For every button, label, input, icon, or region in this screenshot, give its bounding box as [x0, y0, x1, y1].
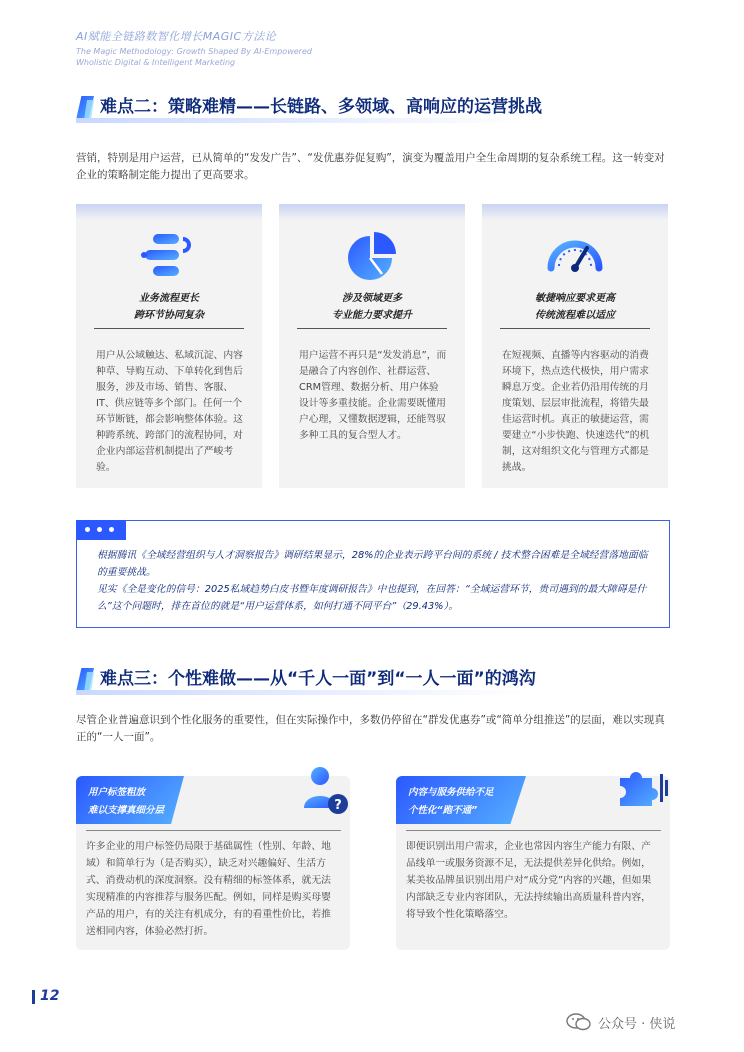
- challenge-card-domains: [279, 204, 465, 488]
- card-title-line2: 专业能力要求提升: [332, 310, 412, 321]
- pie-chart-icon: [342, 228, 402, 284]
- header-title: AI赋能全链路数智化增长MAGIC方法论: [76, 30, 277, 43]
- card-body: 许多企业的用户标签仍局限于基础属性（性别、年龄、地域）和简单行为（是否购买），缺乏对兴趣偏好、生活方式、消费动机的深度洞察。没有精细的标签体系，就无法实现精准的内容推荐与服务匹配。例如，同样是购买母婴产品的用户，有的关注有机成分，有的看重性价比，若推送相同内容，体验必然打折。: [86, 841, 331, 937]
- puzzle-icon: [614, 764, 670, 810]
- user-question-icon: [300, 764, 352, 816]
- section-3-title: 难点三：个性难做——从“千人一面”到“一人一面”的鸿沟: [100, 669, 536, 689]
- divider: [297, 328, 447, 329]
- research-quote-box: [76, 520, 670, 628]
- card-title-line1: 业务流程更长: [139, 293, 199, 304]
- card-label-line1: 用户标签粗放: [88, 787, 146, 798]
- divider: [86, 830, 341, 831]
- svg-text:?: ?: [334, 798, 342, 813]
- card-title-line2: 跨环节协同复杂: [134, 310, 204, 321]
- server-stack-icon: [139, 228, 199, 284]
- speedometer-icon: [545, 228, 605, 284]
- section-2-title: 难点二：策略难精——长链路、多领域、高响应的运营挑战: [100, 97, 542, 117]
- card-body: 在短视频、直播等内容驱动的消费环境下，热点迭代极快，用户需求瞬息万变。企业若仍沿用传统的月度策划、层层审批流程，将错失最佳运营时机。真正的敏捷运营，需要建立“小步快跑、快速迭代”的机制，这对组织文化与管理方式都是挑战。: [502, 350, 650, 473]
- card-body: 用户运营不再只是“发发消息”，而是融合了内容创作、社群运营、CRM管理、数据分析、用户体验设计等多重技能。企业需要既懂用户心理，又懂数据逻辑，还能驾驭多种工具的复合型人才。: [299, 350, 447, 441]
- wechat-icon: [566, 1012, 592, 1032]
- card-body: 用户从公域触达、私域沉淀、内容种草、导购互动、下单转化到售后服务，涉及市场、销售、客服、IT、供应链等多个部门。任何一个环节断链，都会影响整体体验。这种跨系统、跨部门的流程协同，对企业内部运营机制提出了严峻考验。: [96, 350, 243, 473]
- card-label-line1: 内容与服务供给不足: [408, 787, 494, 798]
- card-label-line2: 难以支撑真细分层: [88, 805, 165, 816]
- quote-line-1: 根据腾讯《全域经营组织与人才洞察报告》调研结果显示，28%的企业表示跨平台间的系统 / 技术整合困难是全域经营落地面临的重要挑战。: [97, 550, 648, 578]
- divider: [500, 328, 650, 329]
- divider: [94, 328, 244, 329]
- quote-tab: [76, 520, 126, 540]
- section-3-heading: [76, 664, 676, 694]
- challenge-card-process: [76, 204, 262, 488]
- section-2-intro: 营销，特别是用户运营，已从简单的“发发广告”、“发优惠券促复购”，演变为覆盖用户全生命周期的复杂系统工程。这一转变对企业的策略制定能力提出了更高要求。: [76, 152, 665, 181]
- watermark-text: 公众号 · 侠说: [598, 1016, 676, 1032]
- card-title-line1: 敏捷响应要求更高: [535, 293, 615, 304]
- header-subtitle: The Magic Methodology: Growth Shaped By AI-Empowered Wholistic Digital & Intelligent Marketing: [76, 47, 312, 67]
- card-title-line1: 涉及领域更多: [342, 293, 402, 304]
- divider: [406, 830, 661, 831]
- quote-line-2: 见实《全是变化的信号：2025私域趋势白皮书暨年度调研报告》中也提到，在回答：“全域运营环节，贵司遇到的最大障碍是什么”这个问题时，排在首位的就是“用户运营体系，如何打通不同平台”（29.43%）。: [97, 584, 647, 612]
- card-label-line2: 个性化“跑不通”: [408, 805, 478, 816]
- page-number: 12: [40, 988, 59, 1004]
- card-title-line2: 传统流程难以适应: [535, 310, 615, 321]
- section-2-heading: [76, 92, 676, 122]
- card-body: 即便识别出用户需求，企业也常因内容生产能力有限、产品线单一或服务资源不足，无法提供差异化供给。例如，某美妆品牌虽识别出用户对“成分党”内容的兴趣，但如果内部缺乏专业内容团队，无法持续输出高质量科普内容，将导致个性化策略落空。: [406, 841, 652, 920]
- challenge-card-agility: [482, 204, 668, 488]
- section-3-intro: 尽管企业普遍意识到个性化服务的重要性，但在实际操作中，多数仍停留在“群发优惠券”或“简单分组推送”的层面，难以实现真正的“一人一面”。: [76, 714, 665, 743]
- watermark: [566, 1012, 675, 1032]
